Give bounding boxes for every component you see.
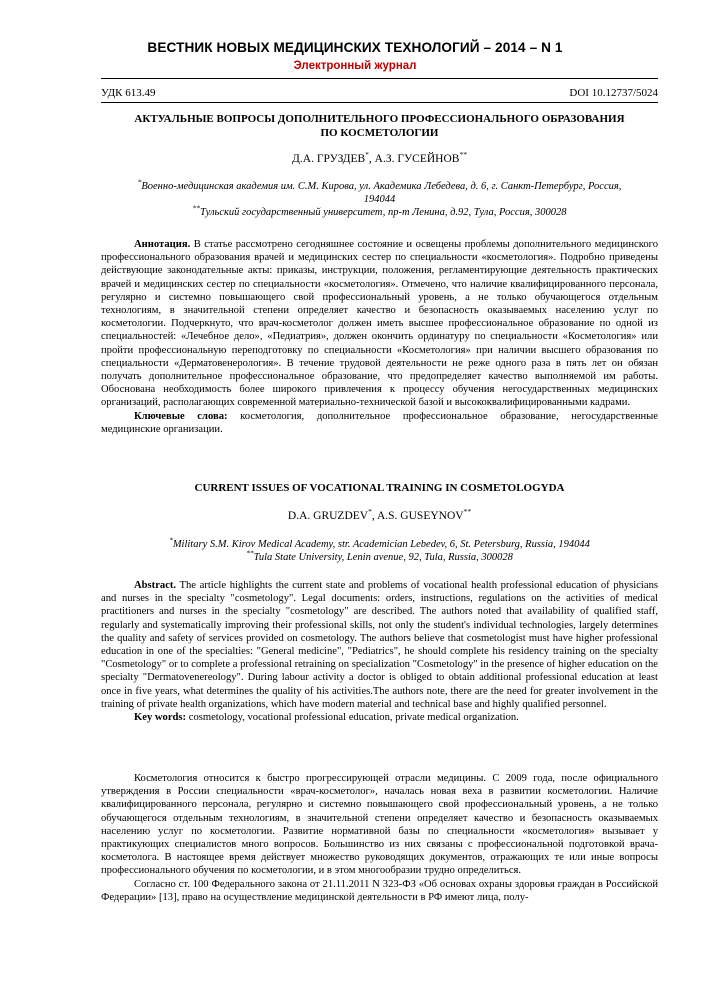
author-name: D.A. GRUZDEV (287, 510, 369, 522)
abstract-paragraph-ru (101, 238, 658, 410)
authors-en (101, 507, 658, 522)
udk-code: УДК 613.49 (101, 87, 156, 99)
affiliations-en (101, 535, 658, 564)
author-name: А.З. ГУСЕЙНОВ (374, 153, 460, 165)
affiliations-ru (101, 177, 658, 219)
keywords-text: косметология, дополнительное профессиональное образование, негосударственные медицинские организации. (101, 410, 658, 435)
affiliation-1-ru-cont: 194044 (363, 194, 396, 205)
header-rule (101, 78, 658, 79)
journal-subtitle: Электронный журнал (293, 60, 417, 72)
body-text (101, 772, 658, 904)
abstract-text: The article highlights the current state and problems of vocational health professional education of physicians and nurses in the specialty "cosmetology". Legal documents: orders, instructions, regulations on the activities of medical practitioners and nurses in the specialty "cosmetology" are described. The authors noted that availability of qualified staff, regularly and systematically improving their professional skills, not only the student's individual technologies, largely determines the quality and safety of services provided on cosmetology. The authors believe that cosmetologist must have higher professional education in one of the specialties: "General medicine", "Pediatrics", he should complete his residency training on the specialty "Cosmetology" or to complete a professional retraining on specialization "Cosmetology" in the presence of higher education on the specialty "Dermatovenereology". During labour activity a doctor is obliged to obtain additional professional education at least once in five years, what determines the quality of his activities.The authors note, there are the need for greater involvement in the training of private health organizations, which have modern material and technical base and highly qualified personnel. (101, 580, 658, 710)
article-title-ru-line2: ПО КОСМЕТОЛОГИИ (320, 126, 439, 139)
author-mark: * (368, 507, 372, 517)
author-separator: , (371, 510, 377, 522)
article-title-en: CURRENT ISSUES OF VOCATIONAL TRAINING IN COSMETOLOGYDA (194, 482, 565, 494)
abstract-label: Abstract. (134, 580, 177, 591)
abstract-label: Аннотация. (134, 239, 191, 250)
affiliation-text: Тульский государственный университет, пр-т Ленина, д.92, Тула, Россия, 300028 (200, 207, 567, 218)
affiliation-2-en (101, 548, 658, 564)
affiliation-2-ru (101, 203, 658, 219)
author-name: A.S. GUSEYNOV (376, 510, 464, 522)
body-paragraph: Согласно ст. 100 Федерального закона от 21.11.2011 N 323-ФЗ «Об основах охраны здоровья граждан в Российской Федерации» [13], право на осуществление медицинской деятельности в РФ имеют лица, полу- (101, 878, 658, 903)
abstract-ru (101, 238, 658, 436)
authors-ru (101, 150, 658, 165)
abstract-paragraph-en (101, 579, 658, 711)
author-mark: ** (459, 150, 467, 160)
keywords-label: Key words: (134, 712, 187, 724)
keywords-en (101, 711, 658, 724)
keywords-label: Ключевые слова: (134, 410, 228, 422)
author-mark: * (365, 150, 369, 160)
keywords-ru (101, 410, 658, 436)
doi-link[interactable]: DOI 10.12737/5024 (569, 87, 658, 99)
author-separator: , (368, 153, 375, 165)
body-paragraph: Косметология относится к быстро прогрессирующей отрасли медицины. С 2009 года, после официального утверждения в России специальности «врач-косметолог», началась новая веха в развитии косметологии. Наличие квалифицированного персонала, регулярно и системно повышающего свой профессиональный уровень, а не только обучающегося отдельным технологиям, в значительной степени определяет качество и безопасность оказываемых населению услуг по косметологии. Развитие нормативной базы по специальности «косметология» вызывает у практикующих специалистов много вопросов. Большинство из них связаны с профессиональной подготовкой врача-косметолога. В настоящее время действует множество руководящих документов, отражающих те или иные вопросы профессионального обучения по косметологии, и в этом многообразии трудно определиться. (101, 773, 658, 877)
keywords-text: cosmetology, vocational professional education, private medical organization. (186, 712, 519, 724)
affiliation-text: Military S.M. Kirov Medical Academy, str. Academician Lebedev, 6, St. Petersburg, Russia, 194044 (172, 539, 590, 550)
affiliation-text: Tula State University, Lenin avenue, 92, Tula, Russia, 300028 (253, 552, 513, 563)
meta-rule (101, 102, 658, 103)
affiliation-mark: * (169, 535, 173, 545)
author-mark: ** (463, 507, 472, 517)
affiliation-1-ru (101, 177, 658, 193)
affiliation-mark: * (137, 177, 142, 187)
affiliation-text: Военно-медицинская академия им. С.М. Кирова, ул. Академика Лебедева, д. 6, г. Санкт-Петербург, Россия, (141, 181, 622, 192)
journal-title: ВЕСТНИК НОВЫХ МЕДИЦИНСКИХ ТЕХНОЛОГИЙ – 2014 – N 1 (147, 40, 563, 55)
article-title-ru-line1: АКТУАЛЬНЫЕ ВОПРОСЫ ДОПОЛНИТЕЛЬНОГО ПРОФЕССИОНАЛЬНОГО ОБРАЗОВАНИЯ (134, 113, 625, 125)
abstract-text: В статье рассмотрено сегодняшнее состояние и освещены проблемы дополнительного медицинского профессионального образования врачей и медицинских сестер по специальности «косметология». Подробно приведены действующие законодательные акты: приказы, инструкции, положения, регламентирующие деятельность практических врачей и медицинских сестер по специальности «косметология». Отмечено, что наличие квалифицированного персонала, регулярно и системно повышающего свой профессиональный уровень, а не только обучающегося отдельным технологиям, в значительной степени определяет качество и безопасность оказываемых населению услуг по косметологии. Подчеркнуто, что врач-косметолог должен иметь высшее профессиональное образование по одной из специальностей: «Лечебное дело», «Педиатрия», должен окончить ординатуру по специальности «Косметология» или пройти профессиональную переподготовку по специальности «Косметология» при наличии высшего образования по специальности «Дерматовенерология». В течение трудовой деятельности не реже одного раза в пять лет он обязан получать дополнительное профессиональное образование, что предопределяет качество выполняемой им работы. Обоснована необходимость более широкого привлечения к процессу обучения негосударственных медицинских организаций, располагающих современной материально-технической базой и высококвалифицированными кадрами. (101, 239, 658, 409)
affiliation-1-en (101, 535, 658, 551)
affiliation-mark: ** (246, 548, 254, 558)
abstract-en (101, 579, 658, 724)
affiliation-mark: ** (192, 203, 201, 213)
article-title-ru (101, 113, 658, 140)
author-name: Д.А. ГРУЗДЕВ (292, 153, 366, 165)
